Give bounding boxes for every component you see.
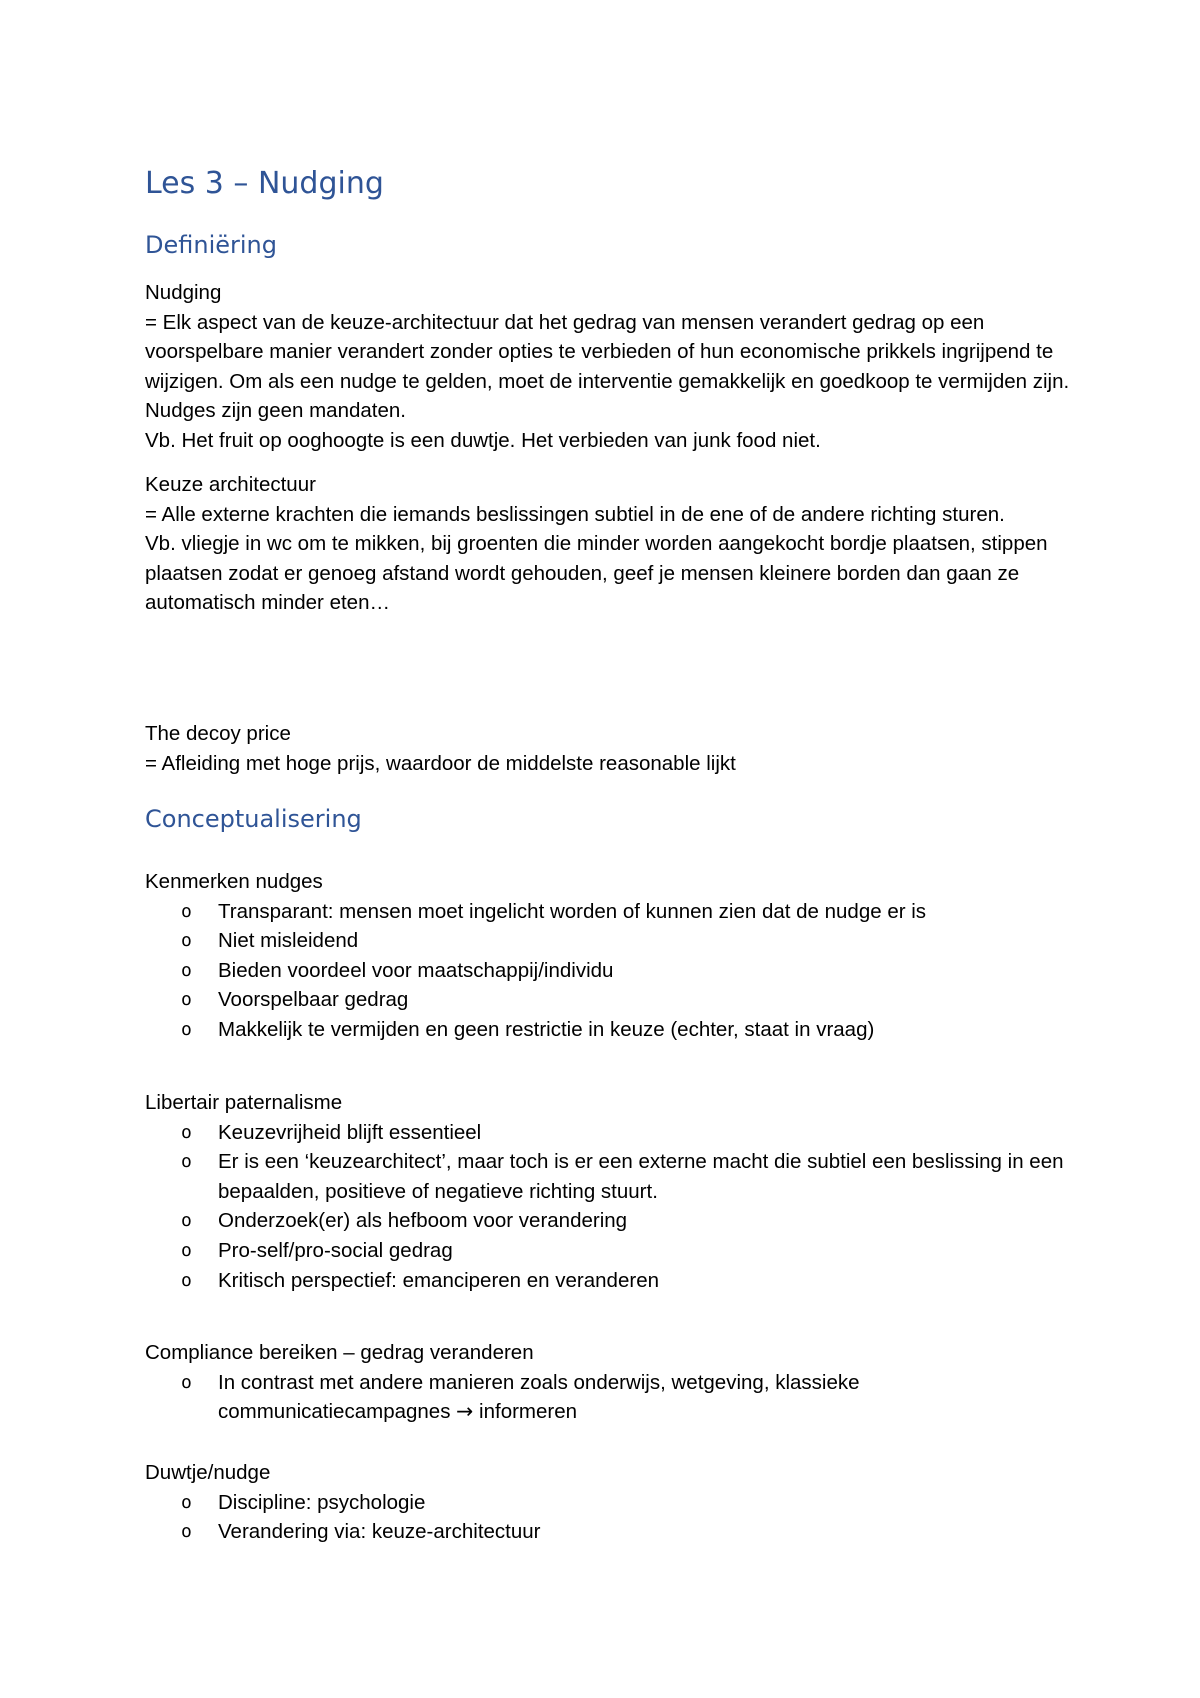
term-label: The decoy price — [145, 722, 291, 745]
bullet-icon: o — [181, 959, 192, 981]
list-item — [145, 1015, 1085, 1045]
list-item-text: Niet misleidend — [218, 929, 359, 953]
entry-keuze-architectuur — [145, 470, 1085, 618]
list-item-text: Bieden voordeel voor maatschappij/individu — [218, 958, 614, 982]
list-item-text: Discipline: psychologie — [218, 1490, 426, 1514]
term-definition: = Afleiding met hoge prijs, waardoor de middelste reasonable lijkt — [145, 751, 736, 775]
list-item — [145, 1236, 1085, 1266]
group-label: Libertair paternalisme — [145, 1091, 343, 1114]
term-example: Vb. vliegje in wc om te mikken, bij groenten die minder worden aangekocht bordje plaatsen, stippen plaatsen zodat er genoeg afstand wordt gehouden, geef je mensen kleinere borden dan gaan ze automatisch minder eten… — [145, 532, 1048, 615]
list-item — [145, 956, 1085, 986]
group-kenmerken-nudges — [145, 867, 1085, 1045]
group-compliance-bereiken — [145, 1338, 1085, 1427]
section-heading-definiering: Definiëring — [145, 231, 277, 259]
list-item — [145, 926, 1085, 956]
bullet-icon: o — [181, 1239, 192, 1261]
list-item-text-continued: informeren — [479, 1400, 578, 1424]
group-libertair-paternalisme — [145, 1088, 1085, 1295]
group-label: Duwtje/nudge — [145, 1461, 271, 1484]
bullet-icon: o — [181, 900, 192, 922]
list-item — [145, 1206, 1085, 1236]
bullet-list — [145, 1368, 1085, 1427]
document-title: Les 3 – Nudging — [145, 166, 384, 201]
bullet-icon: o — [181, 1018, 192, 1040]
section-heading-conceptualisering: Conceptualisering — [145, 805, 362, 833]
term-definition: = Alle externe krachten die iemands beslissingen subtiel in de ene of de andere richting sturen. — [145, 502, 1005, 526]
list-item-text: In contrast met andere manieren zoals onderwijs, wetgeving, klassieke communicatiecampagnes — [218, 1370, 860, 1424]
list-item — [145, 1517, 1085, 1547]
group-label: Compliance bereiken – gedrag veranderen — [145, 1341, 534, 1364]
bullet-icon: o — [181, 1121, 192, 1143]
bullet-icon: o — [181, 1371, 192, 1393]
bullet-list — [145, 1488, 1085, 1547]
bullet-icon: o — [181, 1491, 192, 1513]
list-item-text: Onderzoek(er) als hefboom voor verandering — [218, 1209, 628, 1233]
list-item-text: Makkelijk te vermijden en geen restrictie in keuze (echter, staat in vraag) — [218, 1017, 875, 1041]
list-item-text: Pro-self/pro-social gedrag — [218, 1238, 453, 1262]
arrow-right-icon: → — [456, 1399, 474, 1424]
list-item — [145, 985, 1085, 1015]
bullet-icon: o — [181, 930, 192, 952]
list-item-text: Voorspelbaar gedrag — [218, 988, 409, 1012]
list-item-text: Verandering via: keuze-architectuur — [218, 1520, 541, 1544]
entry-decoy-price — [145, 719, 1085, 778]
group-duwtje-nudge — [145, 1458, 1085, 1547]
term-definition: = Elk aspect van de keuze-architectuur dat het gedrag van mensen verandert gedrag op een voorspelbare manier verandert zonder opties te verbieden of hun economische prikkels ingrijpend te wijzigen. Om als een nudge te gelden, moet de interventie gemakkelijk en goedkoop te vermijden zijn. Nudges zijn geen mandaten. — [145, 310, 1070, 423]
bullet-list — [145, 1118, 1085, 1296]
entry-nudging — [145, 278, 1085, 456]
term-label: Nudging — [145, 281, 222, 304]
list-item-text: Er is een ‘keuzearchitect’, maar toch is er een externe macht die subtiel een beslissing in een bepaalden, positieve of negatieve richting stuurt. — [218, 1150, 1064, 1203]
bullet-icon: o — [181, 1269, 192, 1291]
list-item-text: Transparant: mensen moet ingelicht worden of kunnen zien dat de nudge er is — [218, 899, 927, 923]
list-item — [145, 897, 1085, 927]
bullet-icon: o — [181, 989, 192, 1011]
list-item — [145, 1266, 1085, 1296]
list-item — [145, 1488, 1085, 1518]
list-item-text: Kritisch perspectief: emanciperen en veranderen — [218, 1268, 659, 1292]
term-label: Keuze architectuur — [145, 473, 316, 496]
bullet-icon: o — [181, 1151, 192, 1173]
list-item-text: Keuzevrijheid blijft essentieel — [218, 1120, 482, 1144]
list-item — [145, 1118, 1085, 1148]
bullet-icon: o — [181, 1521, 192, 1543]
group-label: Kenmerken nudges — [145, 870, 323, 893]
list-item — [145, 1368, 1085, 1427]
term-example: Vb. Het fruit op ooghoogte is een duwtje. Het verbieden van junk food niet. — [145, 428, 821, 452]
list-item — [145, 1147, 1085, 1206]
bullet-list — [145, 897, 1085, 1045]
bullet-icon: o — [181, 1210, 192, 1232]
